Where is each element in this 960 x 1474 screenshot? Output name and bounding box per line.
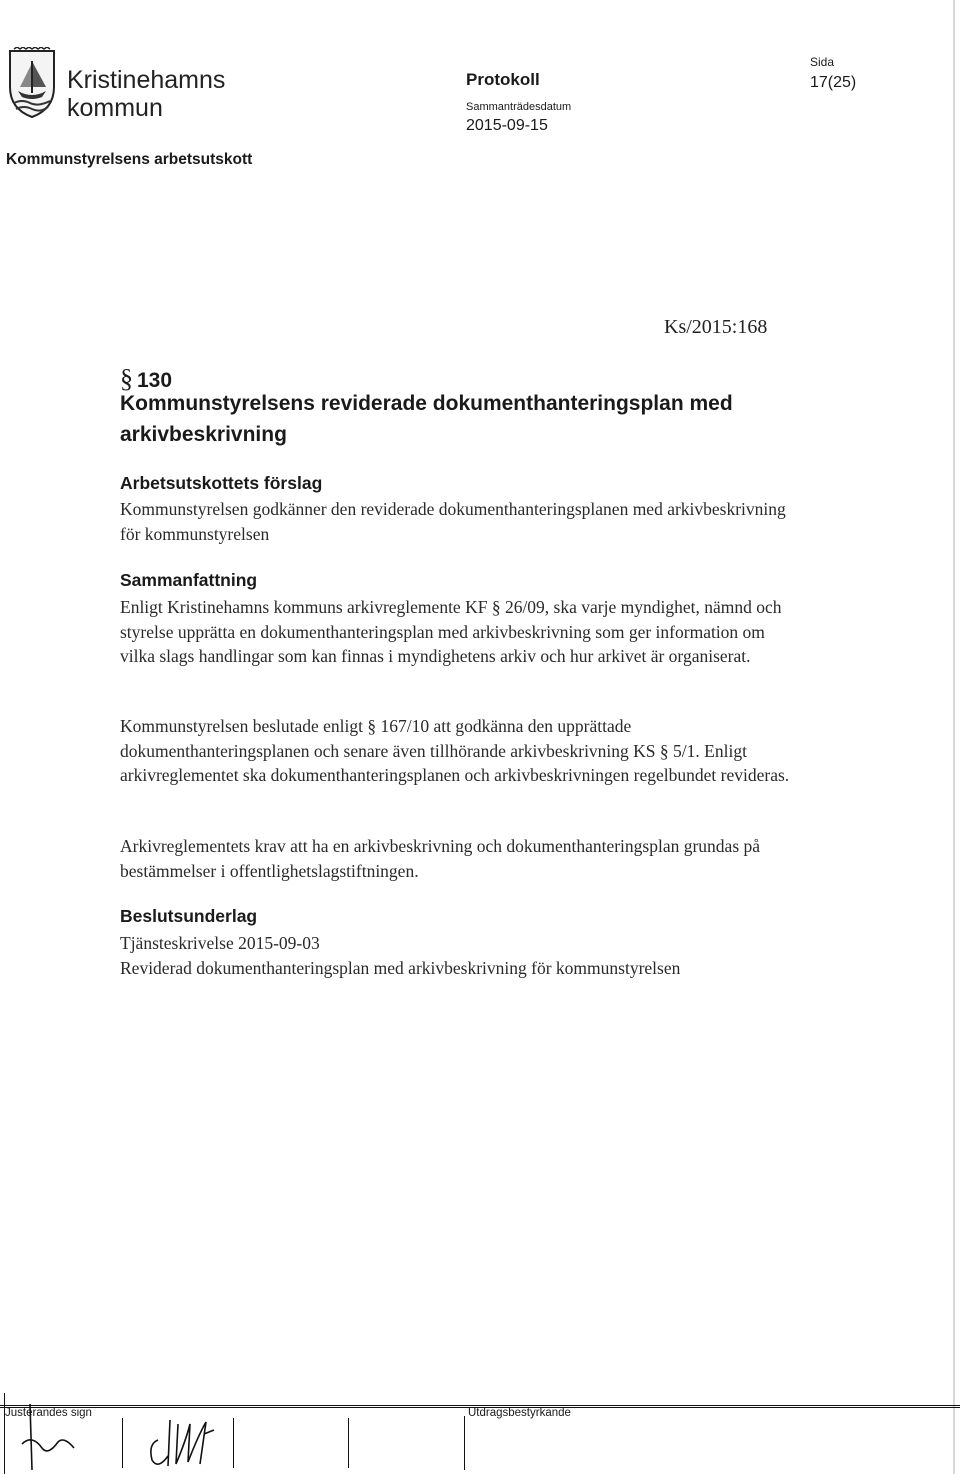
- initials-signature-2: [140, 1400, 230, 1474]
- footer-divider: [348, 1418, 349, 1468]
- footer-divider: [233, 1418, 234, 1468]
- coat-of-arms-logo: [6, 47, 58, 119]
- scan-edge: [953, 0, 955, 1474]
- committee-name: Kommunstyrelsens arbetsutskott: [6, 151, 253, 168]
- footer-divider: [464, 1416, 465, 1470]
- section-title: Kommunstyrelsens reviderade dokumenthanteringsplan med arkivbeskrivning: [120, 392, 733, 446]
- document-type: Protokoll: [466, 70, 540, 89]
- section-number-value: 130: [137, 369, 173, 392]
- summary-paragraph-2: Kommunstyrelsen beslutade enligt § 167/10 att godkänna den upprättade dokumenthanteringsplanen och senare även tillhörande arkivbeskrivning KS § 5/1. Enligt arkivreglementet ska dokumenthanteringsplanen och arkivbeskrivningen regelbundet revideras.: [120, 716, 790, 785]
- case-number: Ks/2015:168: [664, 316, 768, 338]
- utdragsbestyrkande-label: Utdragsbestyrkande: [468, 1407, 571, 1419]
- summary-heading: Sammanfattning: [120, 570, 258, 590]
- page-number: 17(25): [810, 74, 857, 91]
- footer-divider: [4, 1393, 5, 1474]
- justerandes-sign-label: Justerandes sign: [5, 1407, 92, 1419]
- summary-paragraph-3: Arkivreglementets krav att ha en arkivbeskrivning och dokumenthanteringsplan grundas på bestämmelser i offentlighetslagstiftningen.: [120, 836, 761, 881]
- basis-item: Tjänsteskrivelse 2015-09-03: [120, 933, 320, 953]
- footer-divider: [122, 1418, 123, 1468]
- proposal-heading: Arbetsutskottets förslag: [120, 473, 323, 493]
- basis-list: [120, 931, 800, 980]
- municipality-line2: kommun: [67, 94, 163, 122]
- initials-signature-1: [8, 1400, 118, 1474]
- page-label: Sida: [810, 55, 835, 69]
- basis-item: Reviderad dokumenthanteringsplan med arkivbeskrivning för kommunstyrelsen: [120, 957, 681, 978]
- municipality-name: [67, 66, 225, 122]
- proposal-text: Kommunstyrelsen godkänner den reviderade dokumenthanteringsplanen med arkivbeskrivning för kommunstyrelsen: [120, 499, 786, 544]
- summary-paragraph-1: Enligt Kristinehamns kommuns arkivreglemente KF § 26/09, ska varje myndighet, nämnd och styrelse upprätta en dokumenthanteringsplan med arkivbeskrivning som ger information om vilka slags handlingar som kan finnas i myndighetens arkiv och hur arkivet är organiserat.: [120, 597, 782, 666]
- municipality-line1: Kristinehamns: [67, 66, 226, 94]
- basis-heading: Beslutsunderlag: [120, 906, 258, 926]
- date-label: Sammanträdesdatum: [466, 101, 572, 113]
- paragraph-symbol: §: [120, 364, 133, 393]
- meeting-date: 2015-09-15: [466, 117, 548, 134]
